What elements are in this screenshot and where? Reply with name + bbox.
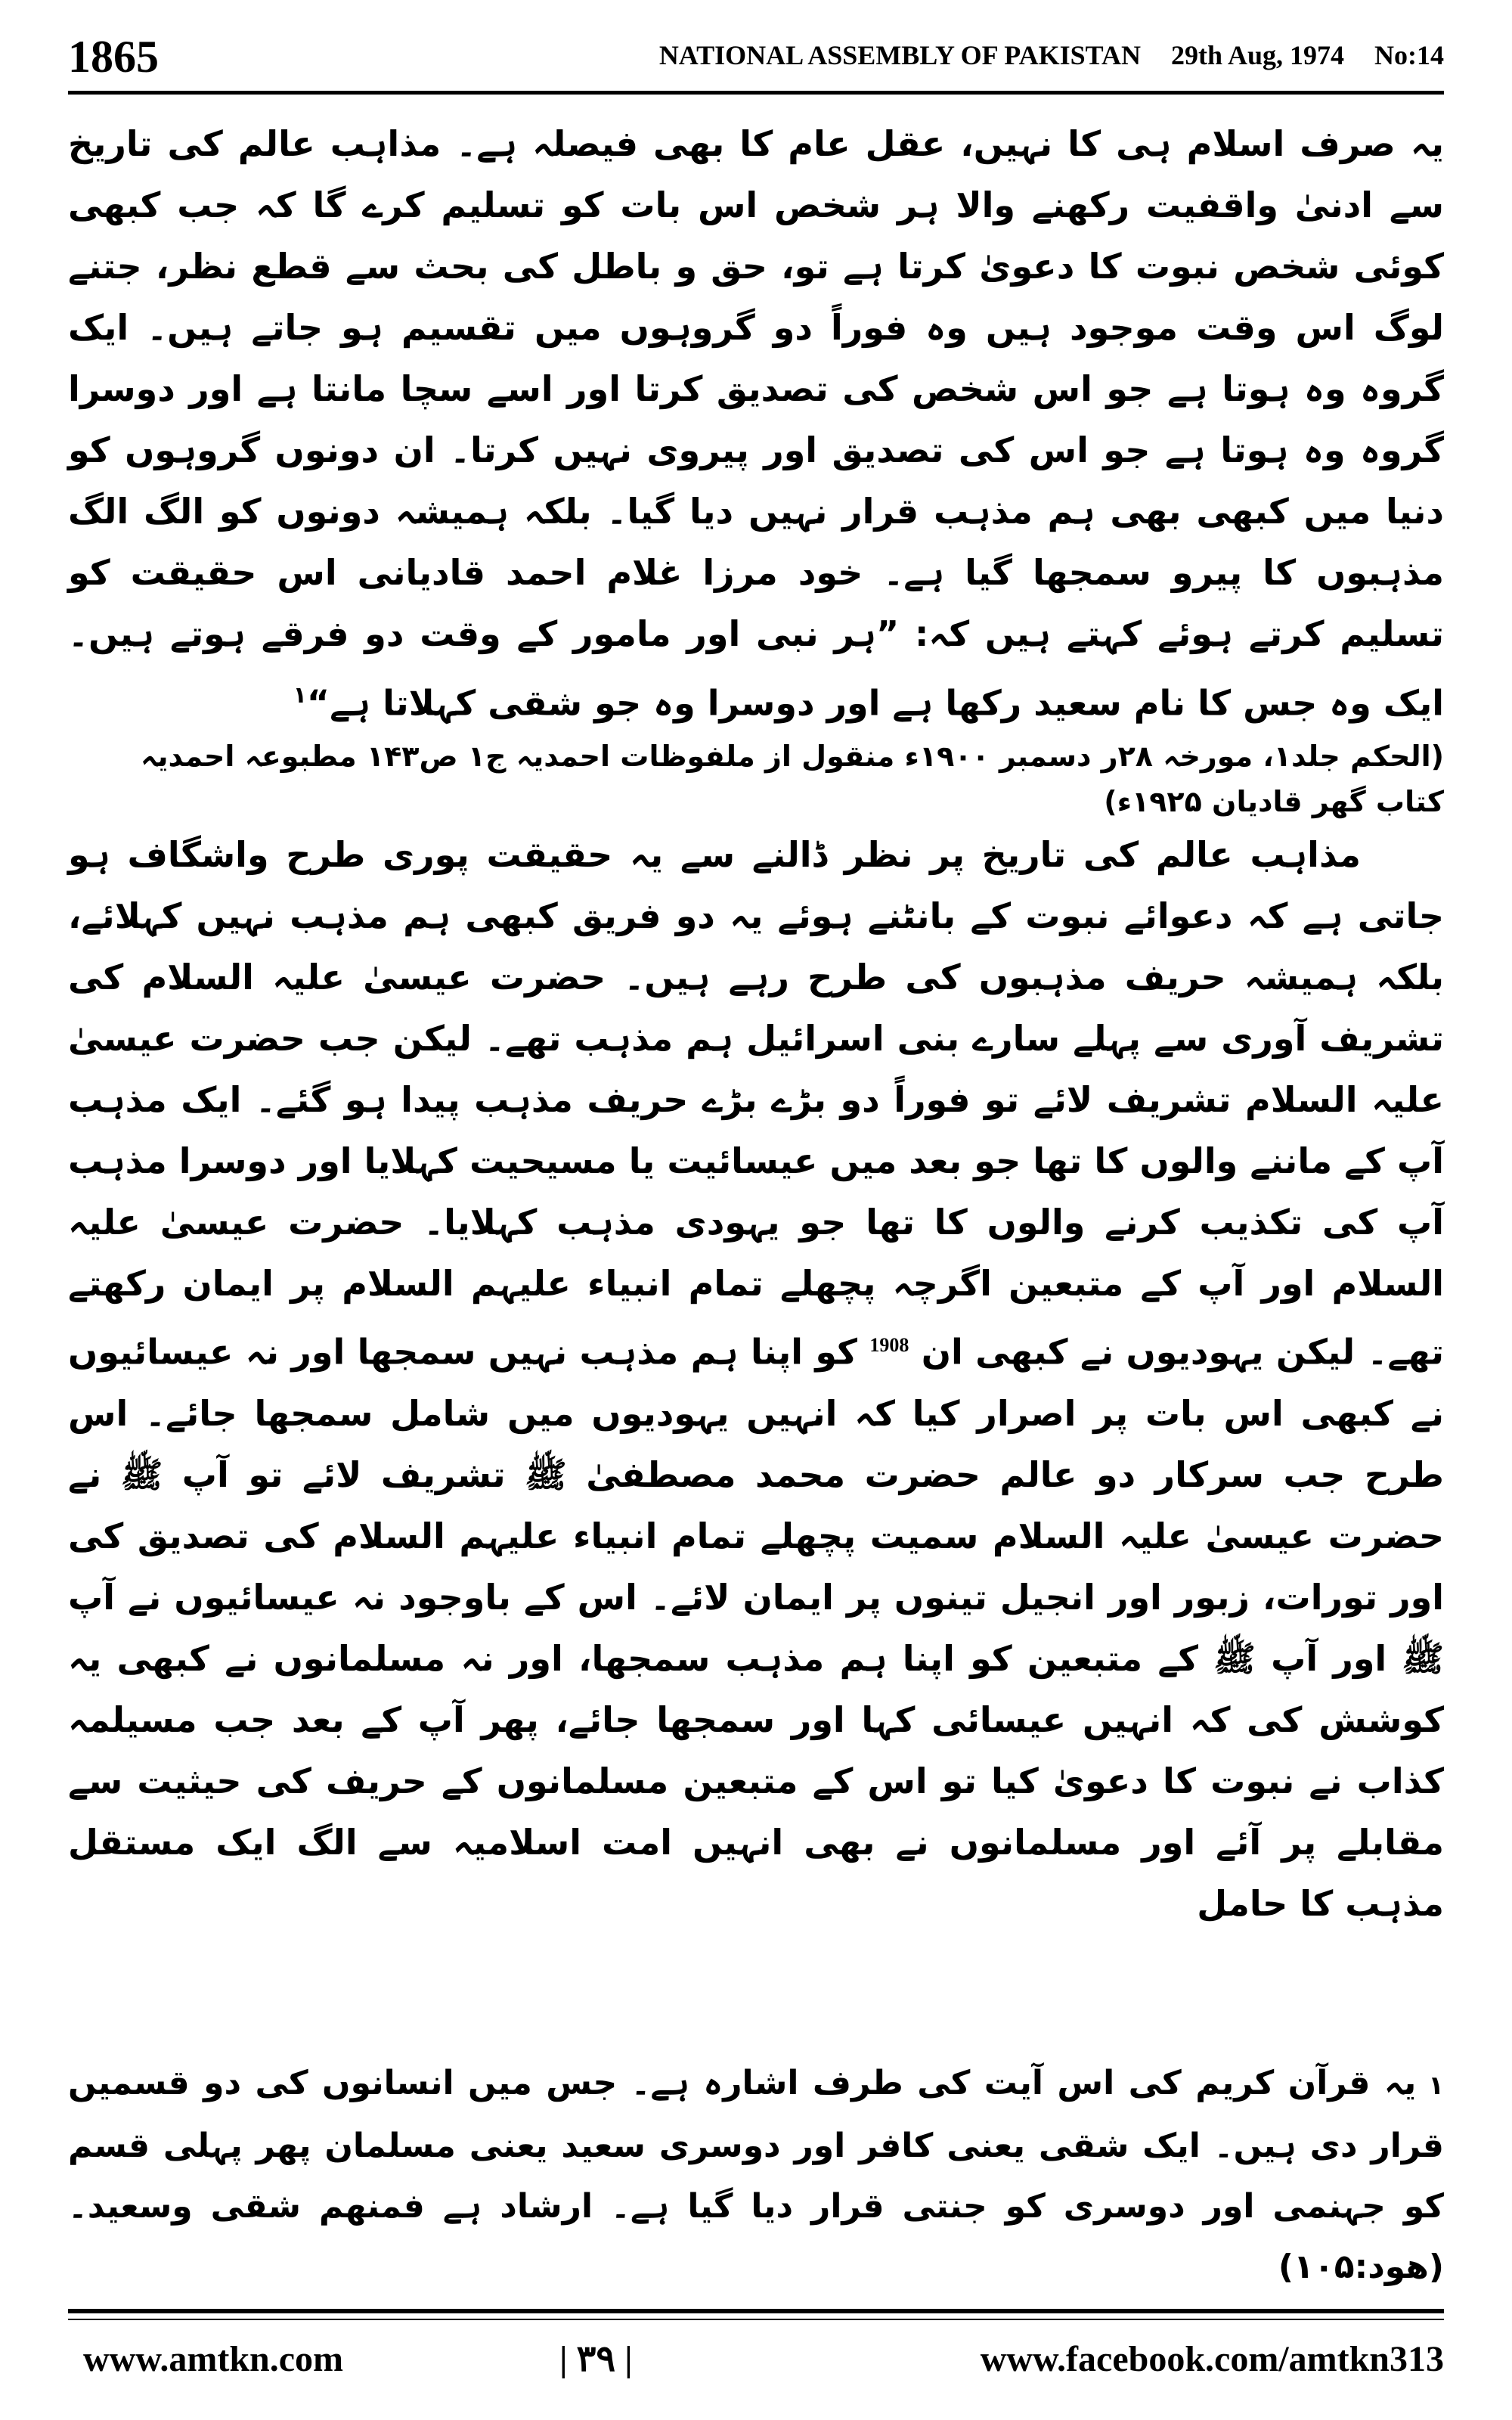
paragraph-1-text: یہ صرف اسلام ہی کا نہیں، عقل عام کا بھی فیصلہ ہے۔ مذاہب عالم کی تاریخ سے ادنیٰ واقفیت رکھنے والا ہر شخص اس بات کو تسلیم کرے گا کہ جب کبھی کوئی شخص نبوت کا دعویٰ کرتا ہے تو، حق و باطل کی بحث سے قطع نظر، جتنے لوگ اس وقت موجود ہیں وہ فوراً دو گروہوں میں تقسیم ہو جاتے ہیں۔ ایک گروہ وہ ہوتا ہے جو اس شخص کی تصدیق کرتا اور اسے سچا مانتا ہے اور دوسرا گروہ وہ ہوتا ہے جو اس کی تصدیق اور پیروی نہیں کرتا۔ ان دونوں گروہوں کو دنیا میں کبھی بھی ہم مذہب قرار نہیں دیا گیا۔ بلکہ ہمیشہ دونوں کو الگ الگ مذہبوں کا پیرو سمجھا گیا ہے۔ خود مرزا غلام احمد قادیانی اس حقیقت کو تسلیم کرتے ہوئے کہتے ہیں کہ: ”ہر نبی اور مامور کے وقت دو فرقے ہوتے ہیں۔ ایک وہ جس کا نام سعید رکھا ہے اور دوسرا وہ جو شقی کہلاتا ہے“ [68,123,1444,724]
page-header [68,30,1444,91]
footer-divider-thick [68,2309,1444,2313]
page-number: 1865 [68,32,159,82]
footnote-number: ۱ [1428,2071,1444,2101]
main-text [68,113,1444,1934]
website-link[interactable]: www.amtkn.com [83,2339,343,2379]
reference-citation: (الحکم جلد۱، مورخہ ۲۸ر دسمبر ۱۹۰۰ء منقول از ملفوظات احمدیہ ج۱ ص۱۴۳ مطبوعہ احمدیہ کتاب گھر قادیان ۱۹۲۵ء) [140,740,1444,819]
issue-number: No:14 [1374,40,1444,70]
footnote [68,2053,1444,2297]
paragraph-2-text-a: مذاہب عالم کی تاریخ پر نظر ڈالنے سے یہ حقیقت پوری طرح واشگاف ہو جاتی ہے کہ دعوائے نبوت کے بانٹنے ہوئے یہ دو فریق کبھی ہم مذہب نہیں کہلائے، بلکہ ہمیشہ حریف مذہبوں کی طرح رہے ہیں۔ حضرت عیسیٰ علیہ السلام کی تشریف آوری سے پہلے سارے بنی اسرائیل ہم مذہب تھے۔ لیکن جب حضرت عیسیٰ علیہ السلام تشریف لائے تو فوراً دو بڑے بڑے حریف مذہب پیدا ہو گئے۔ ایک مذہب آپ کے ماننے والوں کا تھا جو بعد میں عیسائیت یا مسیحیت کہلایا اور دوسرا مذہب آپ کی تکذیب کرنے والوں کا تھا جو یہودی مذہب کہلایا۔ حضرت عیسیٰ علیہ السلام اور آپ کے متبعین اگرچہ پچھلے تمام انبیاء علیہم السلام پر ایمان رکھتے تھے۔ لیکن یہودیوں نے کبھی ان [68,834,1444,1373]
footnote-section [68,2053,1444,2297]
header-title-group [629,39,1444,71]
footnote-marker: ۱ [293,682,307,709]
header-divider [68,91,1444,95]
page-footer [68,2329,1444,2390]
facebook-link[interactable]: www.facebook.com/amtkn313 [980,2339,1444,2379]
year-annotation: 1908 [869,1334,909,1357]
paragraph-2 [68,824,1444,1934]
footer-page-number: | ۳۹ | [559,2339,633,2379]
footnote-text: یہ قرآن کریم کی اس آیت کی طرف اشارہ ہے۔ جس میں انسانوں کی دو قسمیں قرار دی ہیں۔ ایک شقی یعنی کافر اور دوسری سعید یعنی مسلمان پھر پہلی قسم کو جہنمی اور دوسری کو جنتی قرار دیا گیا ہے۔ ارشاد ہے فمنهم شقی وسعید۔ (هود:۱۰۵) [68,2064,1444,2286]
footer-divider-thin [68,2319,1444,2320]
paragraph-2-text-b: کو اپنا ہم مذہب نہیں سمجھا اور نہ عیسائیوں نے کبھی اس بات پر اصرار کیا کہ انہیں یہودیوں میں شامل سمجھا جائے۔ اس طرح جب سرکار دو عالم حضرت محمد مصطفیٰ ﷺ تشریف لائے تو آپ ﷺ نے حضرت عیسیٰ علیہ السلام سمیت پچھلے تمام انبیاء علیہم السلام کی تصدیق کی اور تورات، زبور اور انجیل تینوں پر ایمان لائے۔ اس کے باوجود نہ عیسائیوں نے آپ ﷺ اور آپ ﷺ کے متبعین کو اپنا ہم مذہب سمجھا، اور نہ مسلمانوں نے کبھی یہ کوشش کی کہ انہیں عیسائی کہا اور سمجھا جائے، پھر آپ کے بعد جب مسیلمہ کذاب نے نبوت کا دعویٰ کیا تو اس کے متبعین مسلمانوں کے حریف کی حیثیت سے مقابلے پر آئے اور مسلمانوں نے بھی انہیں امت اسلامیہ سے الگ ایک مستقل مذہب کا حامل [68,1331,1444,1924]
assembly-name: NATIONAL ASSEMBLY OF PAKISTAN [658,40,1141,70]
session-date: 29th Aug, 1974 [1170,40,1344,70]
paragraph-1 [68,113,1444,734]
